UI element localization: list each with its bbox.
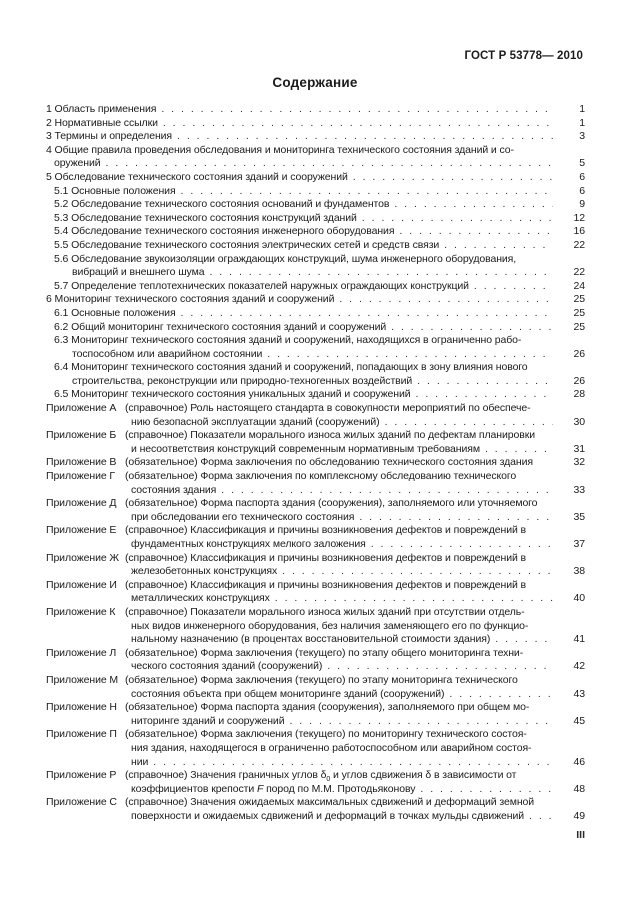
toc-entry-text: вибраций и внешнего шума (72, 266, 205, 279)
toc-page-number: 35 (573, 510, 585, 523)
dot-leader (420, 783, 553, 797)
dot-leader (391, 321, 553, 335)
toc-line (46, 647, 585, 661)
toc-entry-text: строительства, реконструкции или природно-техногенных воздействий (72, 374, 413, 387)
toc-page-number: 1 (579, 103, 585, 115)
dot-leader (385, 416, 553, 430)
toc-entry-text: оружений (54, 157, 101, 170)
toc-line (46, 728, 585, 742)
toc-page-number: 38 (573, 565, 585, 578)
toc-line (46, 620, 585, 634)
toc-line (46, 375, 585, 389)
dot-leader (485, 443, 553, 457)
appendix-label: Приложение А (46, 402, 117, 415)
toc-line (46, 212, 585, 226)
toc-entry-text: (обязательное) Форма заключения по обследованию технического состояния здания (125, 456, 533, 469)
toc-entry-text: состояния объекта при общем мониторинге зданий (сооружений) (131, 687, 445, 700)
toc-entry-text: 5.6 Обследование звукоизоляции ограждающих конструкций, шума инженерного оборудования, (54, 252, 517, 265)
appendix-label: Приложение Ж (46, 551, 119, 564)
toc-page-number: 6 (579, 184, 585, 197)
dot-leader (181, 185, 553, 199)
toc-entry-text: (обязательное) Форма заключения (текущего) по этапу мониторинга технического (125, 673, 518, 686)
dot-leader (371, 538, 553, 552)
dot-leader (163, 117, 553, 131)
dot-leader (444, 239, 553, 253)
toc-line (46, 157, 585, 171)
appendix-label: Приложение П (46, 728, 117, 741)
toc-line (46, 524, 585, 538)
toc-page-number: 22 (573, 266, 585, 279)
toc-entry-text: (обязательное) Форма паспорта здания (сооружения), заполняемого или уточняемого (125, 497, 538, 510)
toc-page-number: 40 (573, 592, 585, 605)
toc-line (46, 497, 585, 511)
toc-entry-text: 6.2 Общий мониторинг технического состояния зданий и сооружений (54, 320, 387, 333)
dot-leader (209, 266, 553, 280)
dot-leader (474, 280, 553, 294)
toc-line (46, 579, 585, 593)
toc-line (46, 402, 585, 416)
toc-line (46, 783, 585, 797)
dot-leader (529, 810, 553, 824)
toc-entry-text: состояния здания (131, 483, 217, 496)
toc-line (46, 715, 585, 729)
toc-entry-text: и несоответствия конструкций современным нормативным требованиям (131, 442, 480, 455)
toc-entry-text: 5.2 Обследование технического состояния оснований и фундаментов (54, 198, 390, 211)
toc-line (46, 388, 585, 402)
toc-entry-text: ниторинге зданий и сооружений (131, 714, 285, 727)
appendix-label: Приложение Н (46, 701, 117, 714)
toc-line (46, 293, 585, 307)
dot-leader (417, 375, 553, 389)
dot-leader (362, 212, 553, 226)
toc-page-number: 28 (573, 388, 585, 401)
toc-page-number: 37 (573, 538, 585, 550)
toc-entry-text: 1 Область применения (46, 103, 157, 115)
toc-line (46, 348, 585, 362)
appendix-label: Приложение Л (46, 646, 117, 659)
dot-leader (106, 157, 553, 171)
dot-leader (161, 103, 553, 117)
toc-page-number: 49 (573, 809, 585, 822)
appendix-label: Приложение Е (46, 524, 117, 537)
toc-line (46, 688, 585, 702)
toc-page-number: 25 (573, 320, 585, 333)
toc-line (46, 334, 585, 348)
toc-page-number: 30 (573, 415, 585, 428)
dot-leader (339, 293, 553, 307)
toc-line (46, 280, 585, 294)
toc-entry-text: 4 Общие правила проведения обследования и мониторинга технического состояния зданий и со- (46, 143, 514, 156)
toc-line (46, 130, 585, 144)
toc-entry-text: (справочное) Показатели морального износа жилых зданий при отсутствии отдель- (125, 605, 525, 618)
doc-code: ГОСТ Р 53778— 2010 (464, 50, 583, 62)
toc-page-number: 25 (573, 306, 585, 319)
dot-leader (327, 660, 553, 674)
dot-leader (221, 484, 553, 498)
toc-title: Содержание (272, 75, 358, 90)
appendix-label: Приложение Б (46, 429, 117, 442)
toc-entry-text: 5.4 Обследование технического состояния инженерного оборудования (54, 225, 395, 238)
dot-leader (267, 348, 553, 362)
toc-entry-text: 6 Мониторинг технического состояния зданий и сооружений (46, 293, 335, 306)
dot-leader (353, 171, 553, 185)
toc-page-number: 12 (573, 211, 585, 224)
toc-entry-text: (обязательное) Форма заключения (текущего) по этапу общего мониторинга техни- (125, 646, 524, 659)
appendix-label: Приложение М (46, 673, 119, 686)
toc-entry-text: железобетонных конструкциях (131, 565, 278, 578)
toc-entry-text: (обязательное) Форма заключения по комплексному обследованию технического (125, 470, 517, 483)
toc-entry-text: 5.7 Определение теплотехнических показателей наружных ограждающих конструкций (54, 279, 469, 292)
dot-leader (153, 756, 553, 770)
toc-page-number: 24 (573, 279, 585, 292)
dot-leader (399, 225, 553, 239)
toc-entry-text: 6.4 Мониторинг технического состояния зданий и сооружений, попадающих в зону влияния нового (54, 361, 528, 374)
toc-line (46, 565, 585, 579)
toc-line (46, 742, 585, 756)
toc-line (46, 443, 585, 457)
appendix-label: Приложение В (46, 456, 117, 469)
toc-entry-text: 6.3 Мониторинг технического состояния зданий и сооружений, находящихся в ограниченно рабо- (54, 334, 522, 347)
toc-entry-text: (справочное) Классификация и причины возникновения дефектов и повреждений в (125, 524, 527, 537)
toc-line (46, 511, 585, 525)
toc-entry-text: коэффициентов крепости F пород по М.М. Протодьяконову (131, 782, 416, 795)
appendix-label: Приложение И (46, 578, 117, 591)
toc-entry-text: 5.3 Обследование технического состояния конструкций зданий (54, 211, 357, 224)
toc-page-number: 41 (573, 633, 585, 646)
toc-line (46, 117, 585, 131)
toc-line (46, 674, 585, 688)
toc-line (46, 198, 585, 212)
dot-leader (282, 565, 553, 579)
toc-line (46, 144, 585, 158)
toc-entry-text: тоспособном или аварийном состоянии (72, 347, 263, 360)
toc-line (46, 470, 585, 484)
toc-page-number: 6 (579, 170, 585, 183)
toc-line (46, 429, 585, 443)
toc-entry-text: 5.5 Обследование технического состояния электрических сетей и средств связи (54, 238, 440, 251)
toc-entry-text: 6.1 Основные положения (54, 306, 176, 319)
toc-page-number: 31 (573, 442, 585, 455)
toc-page-number: 25 (573, 293, 585, 306)
toc-entry-text: металлических конструкциях (131, 592, 270, 605)
toc-list (46, 103, 585, 823)
appendix-label: Приложение С (46, 796, 117, 809)
toc-line (46, 225, 585, 239)
toc-line (46, 103, 585, 117)
toc-line (46, 456, 585, 470)
toc-line (46, 810, 585, 824)
toc-entry-text: при обследовании его технического состояния (131, 510, 355, 523)
toc-page-number: 16 (573, 225, 585, 238)
toc-line (46, 307, 585, 321)
toc-entry-text: ческого состояния зданий (сооружений) (131, 660, 323, 673)
toc-line (46, 484, 585, 498)
toc-line (46, 239, 585, 253)
toc-entry-text: ных видов инженерного оборудования, без наличия заменяющего его по функцио- (131, 619, 529, 632)
toc-entry-text: 3 Термины и определения (46, 130, 172, 143)
toc-line (46, 592, 585, 606)
folio-page-number: III (576, 829, 585, 841)
toc-line (46, 796, 585, 810)
dot-leader (495, 633, 553, 647)
toc-line (46, 321, 585, 335)
toc-page-number: 26 (573, 347, 585, 360)
toc-line (46, 701, 585, 715)
toc-line (46, 171, 585, 185)
toc-line (46, 769, 585, 783)
toc-page-number: 48 (573, 782, 585, 795)
toc-entry-text: поверхности и ожидаемых сдвижений и деформаций в точках мульды сдвижений (131, 809, 524, 822)
toc-line (46, 633, 585, 647)
dot-leader (394, 198, 553, 212)
toc-line (46, 185, 585, 199)
toc-page-number: 33 (573, 483, 585, 496)
toc-line (46, 266, 585, 280)
toc-line (46, 552, 585, 566)
toc-entry-text: фундаментных конструкциях мелкого заложения (131, 538, 366, 550)
toc-entry-text: (справочное) Классификация и причины возникновения дефектов и повреждений в (125, 578, 527, 591)
appendix-label: Приложение К (46, 605, 116, 618)
toc-entry-text: (справочное) Значения ожидаемых максимальных сдвижений и деформаций земной (125, 796, 535, 809)
toc-entry-text: (обязательное) Форма паспорта здания (сооружения), заполняемого при общем мо- (125, 701, 530, 714)
toc-line (46, 756, 585, 770)
toc-line (46, 253, 585, 267)
toc-line (46, 606, 585, 620)
toc-page-number: 5 (579, 157, 585, 170)
toc-line (46, 538, 585, 552)
appendix-label: Приложение Д (46, 497, 117, 510)
toc-entry-text: (справочное) Показатели морального износа жилых зданий по дефектам планировки (125, 429, 535, 442)
toc-entry-text: нальному назначению (в процентах восстановительной стоимости здания) (131, 633, 491, 646)
toc-line (46, 361, 585, 375)
appendix-label: Приложение Р (46, 769, 117, 782)
toc-page-number: 43 (573, 687, 585, 700)
toc-entry-text: (обязательное) Форма заключения (текущего) по мониторингу технического состоя- (125, 728, 527, 741)
appendix-label: Приложение Г (46, 470, 115, 483)
toc-entry-text: (справочное) Классификация и причины возникновения дефектов и повреждений в (125, 551, 527, 564)
toc-page-number: 45 (573, 714, 585, 727)
toc-entry-text: (справочное) Значения граничных углов $\delta_0$ и углов сдвижения δ в зависимости от (125, 769, 517, 784)
dot-leader (359, 511, 553, 525)
toc-page-number: 1 (579, 116, 585, 129)
dot-leader (415, 388, 553, 402)
toc-page-number: 3 (579, 130, 585, 143)
dot-leader (449, 688, 553, 702)
toc-entry-text: 2 Нормативные ссылки (46, 116, 158, 129)
dot-leader (177, 130, 553, 144)
toc-page-number: 46 (573, 755, 585, 768)
toc-entry-text: 5.1 Основные положения (54, 184, 176, 197)
toc-entry-text: 6.5 Мониторинг технического состояния уникальных зданий и сооружений (54, 388, 411, 401)
dot-leader (289, 715, 553, 729)
dot-leader (181, 307, 553, 321)
toc-entry-text: (справочное) Роль настоящего стандарта в совокупности мероприятий по обеспече- (125, 402, 531, 415)
dot-leader (275, 592, 553, 606)
toc-entry-text: 5 Обследование технического состояния зданий и сооружений (46, 170, 348, 183)
toc-page-number: 32 (573, 456, 585, 469)
toc-page-number: 26 (573, 374, 585, 387)
toc-line (46, 660, 585, 674)
toc-entry-text: нию безопасной эксплуатации зданий (сооружений) (131, 415, 380, 428)
toc-page-number: 42 (573, 660, 585, 673)
toc-line (46, 416, 585, 430)
toc-page-number: 22 (573, 238, 585, 251)
toc-page-number: 9 (579, 198, 585, 211)
toc-entry-text: ния здания, находящегося в ограниченно работоспособном или аварийном состоя- (131, 741, 532, 754)
toc-entry-text: нии (131, 755, 149, 768)
